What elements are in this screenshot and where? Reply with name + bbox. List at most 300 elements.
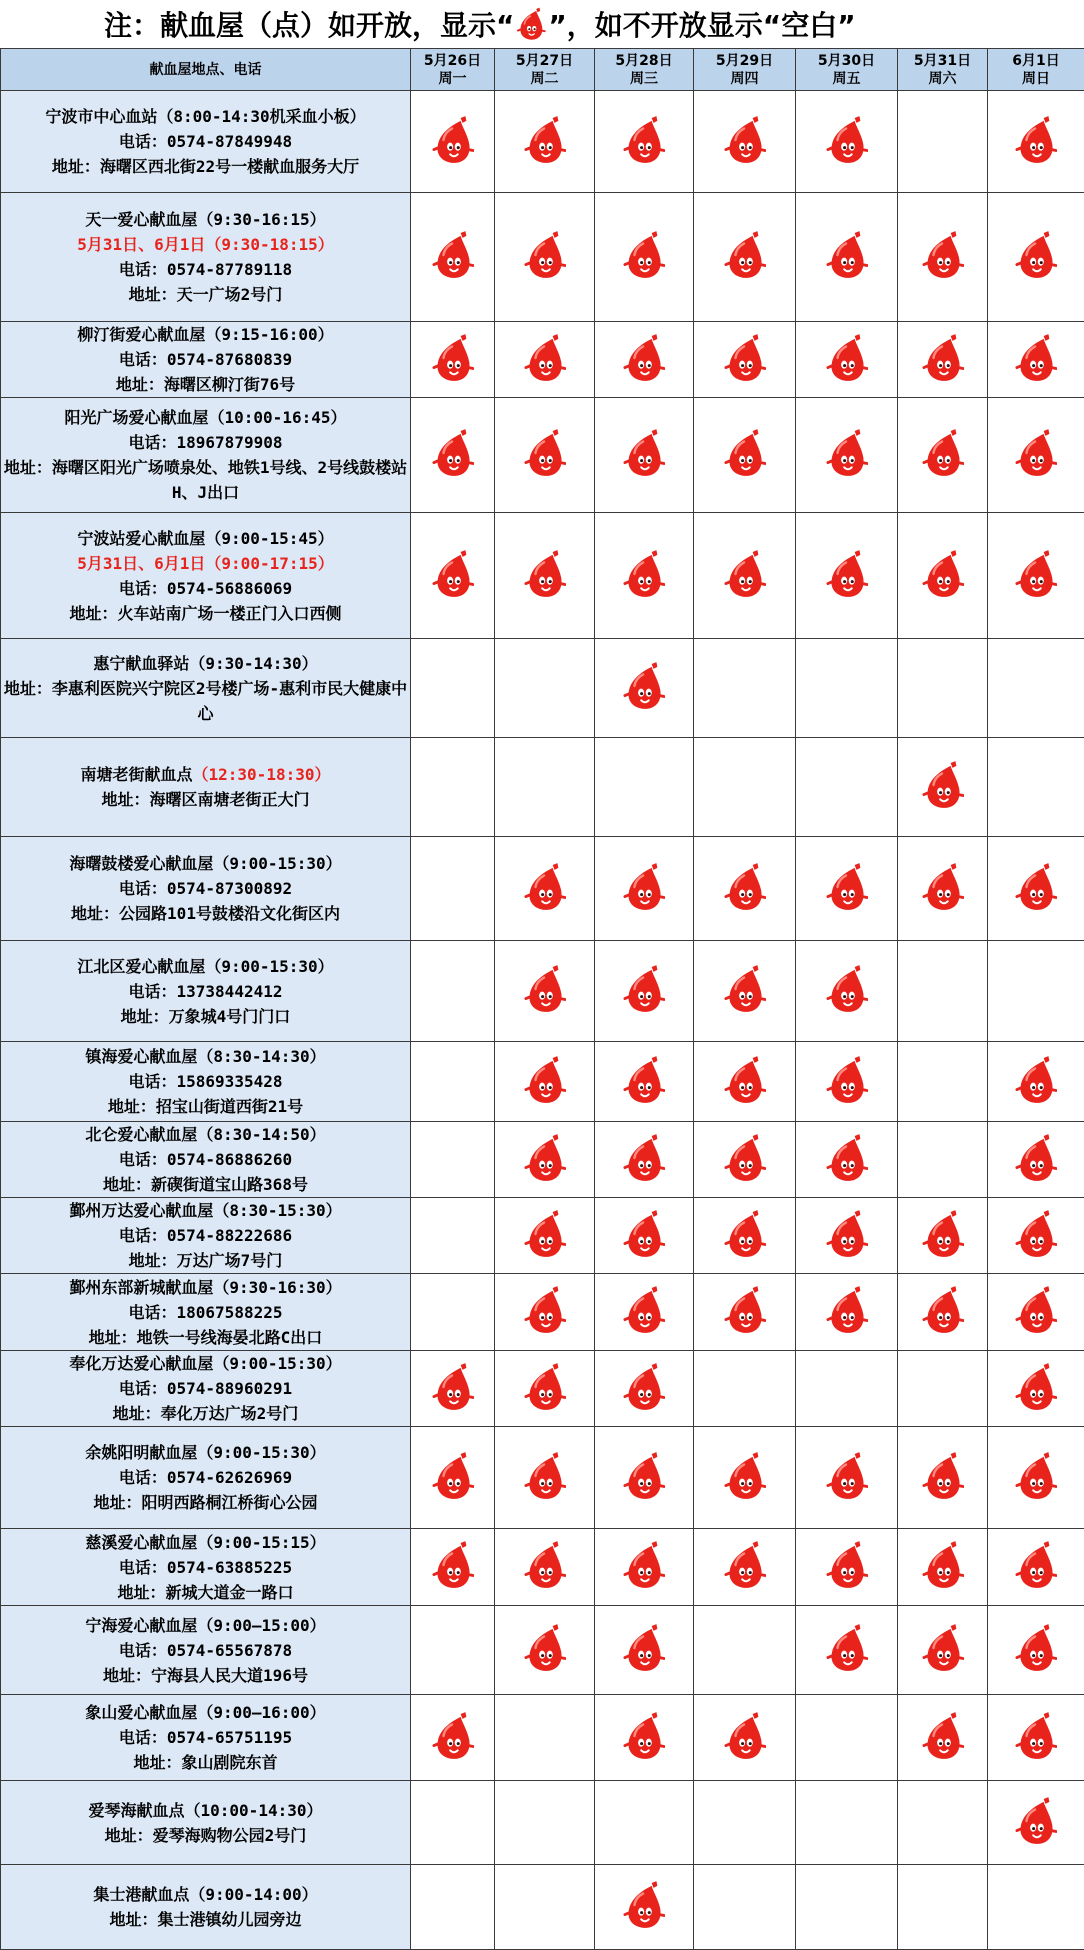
day-cell-closed — [796, 1865, 898, 1950]
site-info-line — [1, 104, 410, 129]
site-info-cell — [1, 1198, 411, 1274]
site-info-line — [1, 1325, 410, 1350]
blood-drop-mascot-icon — [432, 115, 474, 165]
site-info-text: 余姚阳明献血屋（9:00-15:30） — [85, 1443, 325, 1462]
blood-drop-mascot-icon — [922, 1540, 964, 1590]
blood-drop-mascot-icon — [623, 230, 665, 280]
blood-drop-mascot-icon — [524, 1055, 566, 1105]
table-row — [1, 1606, 1084, 1695]
day-cell-closed — [988, 1865, 1084, 1950]
day-cell-closed — [988, 639, 1084, 738]
blood-drop-mascot-icon — [922, 862, 964, 912]
blood-drop-mascot-icon — [1015, 1451, 1057, 1501]
site-info-cell — [1, 738, 411, 837]
day-date: 5月28日 — [615, 53, 672, 69]
table-row — [1, 1781, 1084, 1865]
day-cell-open — [595, 513, 694, 639]
day-cell-open — [495, 193, 595, 322]
day-cell-open — [898, 1274, 988, 1351]
day-cell-open — [796, 1122, 898, 1198]
site-info-cell — [1, 1695, 411, 1781]
blood-drop-mascot-icon — [623, 1451, 665, 1501]
site-info-text: 天一爱心献血屋（9:30-16:15） — [85, 210, 325, 229]
blood-drop-mascot-icon — [724, 549, 766, 599]
blood-drop-mascot-icon — [623, 661, 665, 711]
day-cell-open — [694, 398, 796, 513]
day-cell-open — [988, 1781, 1084, 1865]
day-cell-closed — [988, 738, 1084, 837]
blood-drop-mascot-icon — [826, 964, 868, 1014]
day-cell-closed — [495, 1695, 595, 1781]
site-info-text: 柳汀街爱心献血屋（9:15-16:00） — [77, 325, 333, 344]
day-cell-closed — [898, 1351, 988, 1427]
site-info-line — [1, 1223, 410, 1248]
site-info-text: 5月31日、6月1日（9:00-17:15） — [77, 554, 334, 573]
blood-drop-mascot-icon — [432, 549, 474, 599]
blood-drop-mascot-icon — [432, 1711, 474, 1761]
site-info-line — [1, 1440, 410, 1465]
table-row — [1, 193, 1084, 322]
site-column-header: 献血屋地点、电话 — [1, 49, 411, 91]
day-cell-open — [988, 1606, 1084, 1695]
site-info-line — [1, 576, 410, 601]
blood-drop-mascot-icon — [432, 1451, 474, 1501]
site-info-text: 电话：15869335428 — [129, 1072, 283, 1091]
day-cell-closed — [411, 738, 495, 837]
site-info-line — [1, 601, 410, 626]
day-cell-open — [988, 837, 1084, 941]
day-cell-open — [796, 1606, 898, 1695]
table-row — [1, 738, 1084, 837]
site-info-line — [1, 1798, 410, 1823]
day-weekday: 周六 — [929, 71, 957, 87]
day-cell-open — [595, 1695, 694, 1781]
day-cell-open — [796, 513, 898, 639]
day-header — [595, 49, 694, 91]
day-cell-closed — [796, 1351, 898, 1427]
blood-drop-mascot-icon — [623, 964, 665, 1014]
day-cell-open — [495, 941, 595, 1042]
site-info-cell — [1, 1122, 411, 1198]
blood-drop-mascot-icon — [724, 1285, 766, 1335]
blood-drop-mascot-icon — [826, 1451, 868, 1501]
site-info-line — [1, 1638, 410, 1663]
site-info-text: 宁海爱心献血屋（9:00—15:00） — [85, 1616, 325, 1635]
blood-drop-mascot-icon — [922, 1451, 964, 1501]
day-cell-open — [694, 1122, 796, 1198]
blood-drop-mascot-icon — [524, 1285, 566, 1335]
day-cell-closed — [694, 1865, 796, 1950]
site-info-line — [1, 1401, 410, 1426]
blood-drop-mascot-icon — [826, 1133, 868, 1183]
day-cell-open — [495, 1042, 595, 1122]
blood-drop-mascot-icon — [432, 333, 474, 383]
table-row — [1, 1695, 1084, 1781]
site-info-text: 鄞州东部新城献血屋（9:30-16:30） — [69, 1278, 341, 1297]
day-cell-open — [988, 398, 1084, 513]
day-date: 5月27日 — [516, 53, 573, 69]
day-header — [495, 49, 595, 91]
table-row — [1, 1042, 1084, 1122]
day-cell-open — [595, 1122, 694, 1198]
blood-drop-mascot-icon — [724, 1540, 766, 1590]
site-info-line — [1, 1004, 410, 1029]
blood-drop-mascot-icon — [826, 549, 868, 599]
blood-drop-mascot-icon — [922, 230, 964, 280]
site-info-cell — [1, 639, 411, 738]
table-row — [1, 1529, 1084, 1606]
blood-drop-mascot-icon — [524, 964, 566, 1014]
site-info-line — [1, 129, 410, 154]
day-cell-open — [898, 1529, 988, 1606]
day-cell-closed — [495, 639, 595, 738]
day-date: 5月29日 — [716, 53, 773, 69]
blood-drop-mascot-icon — [922, 1711, 964, 1761]
site-info-text: 电话：0574-87789118 — [119, 260, 292, 279]
table-row — [1, 639, 1084, 738]
blood-drop-mascot-icon — [432, 1540, 474, 1590]
site-info-text: 地址：天一广场2号门 — [129, 285, 283, 304]
day-cell-open — [595, 1042, 694, 1122]
blood-drop-mascot-icon — [724, 1133, 766, 1183]
site-info-line — [1, 762, 410, 787]
site-info-text: 地址：万象城4号门门口 — [121, 1007, 291, 1026]
blood-drop-mascot-icon — [623, 115, 665, 165]
day-date: 5月26日 — [424, 53, 481, 69]
site-info-line — [1, 787, 410, 812]
site-info-cell — [1, 1427, 411, 1529]
day-cell-closed — [796, 1695, 898, 1781]
legend-notice — [0, 0, 1084, 48]
site-info-line — [1, 1198, 410, 1223]
day-cell-open — [411, 1529, 495, 1606]
site-info-text: 电话：0574-88960291 — [119, 1379, 292, 1398]
blood-drop-mascot-icon — [1015, 549, 1057, 599]
blood-drop-mascot-icon — [524, 1209, 566, 1259]
day-cell-open — [796, 1529, 898, 1606]
site-info-cell — [1, 398, 411, 513]
day-cell-closed — [796, 1781, 898, 1865]
day-cell-open — [694, 1695, 796, 1781]
day-weekday: 周二 — [531, 71, 559, 87]
day-cell-open — [411, 398, 495, 513]
site-info-text: 集士港献血点（9:00-14:00） — [93, 1885, 317, 1904]
blood-drop-mascot-icon — [724, 333, 766, 383]
blood-drop-mascot-icon — [724, 428, 766, 478]
day-cell-open — [595, 193, 694, 322]
day-cell-open — [495, 1351, 595, 1427]
day-cell-closed — [898, 1122, 988, 1198]
day-cell-open — [898, 1198, 988, 1274]
day-cell-open — [694, 513, 796, 639]
site-info-text: 阳光广场爱心献血屋（10:00-16:45） — [65, 408, 347, 427]
table-row — [1, 1274, 1084, 1351]
day-cell-open — [898, 322, 988, 398]
day-cell-closed — [988, 941, 1084, 1042]
site-info-text: 地址：李惠利医院兴宁院区2号楼广场-惠利市民大健康中心 — [4, 679, 407, 723]
day-cell-closed — [595, 738, 694, 837]
site-info-text: 电话：0574-87680839 — [119, 350, 292, 369]
site-info-line — [1, 1530, 410, 1555]
blood-drop-mascot-icon — [1015, 1055, 1057, 1105]
site-info-line — [1, 232, 410, 257]
site-info-text: 地址：火车站南广场一楼正门入口西侧 — [69, 604, 341, 623]
day-cell-open — [988, 1198, 1084, 1274]
day-cell-closed — [694, 639, 796, 738]
day-cell-open — [411, 1351, 495, 1427]
site-info-cell — [1, 1781, 411, 1865]
blood-drop-mascot-icon — [724, 862, 766, 912]
day-cell-open — [595, 1198, 694, 1274]
site-info-text: 电话：0574-62626969 — [119, 1468, 292, 1487]
site-info-text: 电话：18967879908 — [129, 433, 283, 452]
day-cell-open — [898, 1695, 988, 1781]
site-info-cell — [1, 837, 411, 941]
blood-drop-mascot-icon — [524, 428, 566, 478]
blood-drop-mascot-icon — [826, 333, 868, 383]
site-info-line — [1, 651, 410, 676]
site-info-cell — [1, 193, 411, 322]
blood-drop-mascot-icon — [724, 964, 766, 1014]
site-info-line — [1, 430, 410, 455]
day-cell-open — [595, 837, 694, 941]
day-cell-closed — [796, 639, 898, 738]
table-row — [1, 91, 1084, 193]
day-cell-open — [595, 1427, 694, 1529]
day-cell-open — [796, 398, 898, 513]
day-cell-open — [898, 738, 988, 837]
site-info-text: 爱琴海献血点（10:00-14:30） — [89, 1801, 323, 1820]
day-cell-open — [495, 1427, 595, 1529]
site-info-line — [1, 1465, 410, 1490]
site-info-cell — [1, 513, 411, 639]
blood-drop-mascot-icon — [1015, 230, 1057, 280]
site-info-text: 江北区爱心献血屋（9:00-15:30） — [77, 957, 333, 976]
table-row — [1, 1122, 1084, 1198]
day-cell-open — [595, 639, 694, 738]
day-cell-closed — [595, 1781, 694, 1865]
blood-drop-mascot-icon — [1015, 1623, 1057, 1673]
site-info-text: 电话：0574-65567878 — [119, 1641, 292, 1660]
table-row — [1, 1865, 1084, 1950]
site-info-text: 电话：13738442412 — [129, 982, 283, 1001]
site-info-text: 地址：万达广场7号门 — [129, 1251, 283, 1270]
site-info-text: 地址：奉化万达广场2号门 — [113, 1404, 299, 1423]
site-info-text: 南塘老街献血点 — [81, 765, 193, 784]
site-info-text: 地址：宁海县人民大道196号 — [103, 1666, 308, 1685]
blood-drop-mascot-icon — [1015, 1133, 1057, 1183]
blood-drop-mascot-icon — [1015, 1362, 1057, 1412]
site-info-text: 电话：0574-56886069 — [119, 579, 292, 598]
legend-text-prefix: 注：献血屋（点）如开放，显示“ — [104, 4, 514, 44]
day-weekday: 周日 — [1022, 71, 1050, 87]
blood-drop-mascot-icon — [922, 760, 964, 810]
day-cell-closed — [898, 1865, 988, 1950]
day-cell-open — [495, 1122, 595, 1198]
blood-drop-mascot-icon — [922, 1285, 964, 1335]
day-cell-closed — [495, 738, 595, 837]
site-info-text: 惠宁献血驿站（9:30-14:30） — [93, 654, 317, 673]
site-info-text: 地址：新碶街道宝山路368号 — [103, 1175, 308, 1194]
site-info-line — [1, 1300, 410, 1325]
day-cell-closed — [694, 738, 796, 837]
day-cell-open — [796, 91, 898, 193]
day-cell-open — [796, 1042, 898, 1122]
day-cell-open — [694, 322, 796, 398]
blood-drop-mascot-icon — [524, 1451, 566, 1501]
day-cell-closed — [898, 1042, 988, 1122]
site-info-text: 鄞州万达爱心献血屋（8:30-15:30） — [69, 1201, 341, 1220]
blood-drop-mascot-icon — [1015, 333, 1057, 383]
blood-drop-mascot-icon — [724, 1451, 766, 1501]
site-info-line — [1, 526, 410, 551]
site-info-text: 地址：海曙区阳光广场喷泉处、地铁1号线、2号线鼓楼站H、J出口 — [4, 458, 407, 502]
day-cell-closed — [694, 1606, 796, 1695]
day-cell-closed — [411, 639, 495, 738]
blood-drop-mascot-icon — [1015, 862, 1057, 912]
blood-drop-mascot-icon — [922, 1209, 964, 1259]
table-header-row — [1, 49, 1084, 91]
site-info-text: 电话：0574-87300892 — [119, 879, 292, 898]
blood-drop-mascot-icon — [922, 1623, 964, 1673]
blood-drop-mascot-icon — [724, 115, 766, 165]
blood-drop-mascot-icon — [724, 1055, 766, 1105]
day-cell-open — [988, 1122, 1084, 1198]
site-info-line — [1, 901, 410, 926]
day-cell-open — [411, 193, 495, 322]
site-info-text: 5月31日、6月1日（9:30-18:15） — [77, 235, 334, 254]
site-info-line — [1, 347, 410, 372]
day-cell-open — [796, 837, 898, 941]
blood-drop-mascot-icon — [724, 230, 766, 280]
site-info-line — [1, 851, 410, 876]
day-cell-open — [495, 322, 595, 398]
day-cell-closed — [898, 639, 988, 738]
day-cell-open — [495, 91, 595, 193]
day-cell-open — [988, 193, 1084, 322]
day-cell-open — [796, 941, 898, 1042]
day-header — [694, 49, 796, 91]
day-cell-open — [988, 91, 1084, 193]
day-cell-open — [988, 1351, 1084, 1427]
site-info-text: 地址：海曙区柳汀街76号 — [116, 375, 295, 394]
day-cell-open — [796, 1274, 898, 1351]
day-cell-open — [495, 513, 595, 639]
day-cell-open — [898, 398, 988, 513]
day-date: 5月31日 — [914, 53, 971, 69]
blood-drop-mascot-icon — [1015, 1711, 1057, 1761]
site-info-line — [1, 1907, 410, 1932]
site-info-text: 电话：18067588225 — [129, 1303, 283, 1322]
blood-drop-mascot-icon — [1015, 1285, 1057, 1335]
day-cell-open — [495, 1274, 595, 1351]
day-weekday: 周五 — [833, 71, 861, 87]
site-info-line — [1, 876, 410, 901]
day-cell-open — [495, 1529, 595, 1606]
day-cell-closed — [898, 91, 988, 193]
table-row — [1, 1351, 1084, 1427]
blood-drop-mascot-icon — [623, 1055, 665, 1105]
site-info-text: 电话：0574-88222686 — [119, 1226, 292, 1245]
site-info-line — [1, 1094, 410, 1119]
blood-drop-mascot-icon — [623, 1540, 665, 1590]
site-info-line — [1, 257, 410, 282]
site-info-line — [1, 1663, 410, 1688]
site-info-line — [1, 1172, 410, 1197]
day-cell-open — [411, 1695, 495, 1781]
day-cell-open — [694, 91, 796, 193]
day-cell-open — [988, 1529, 1084, 1606]
site-info-line — [1, 551, 410, 576]
site-info-line — [1, 154, 410, 179]
day-cell-closed — [411, 1042, 495, 1122]
day-cell-closed — [411, 1606, 495, 1695]
blood-drop-mascot-icon — [623, 549, 665, 599]
day-cell-open — [411, 322, 495, 398]
site-info-line — [1, 372, 410, 397]
day-header — [988, 49, 1084, 91]
day-cell-open — [495, 398, 595, 513]
site-info-line — [1, 1823, 410, 1848]
day-cell-open — [595, 398, 694, 513]
table-row — [1, 837, 1084, 941]
blood-drop-mascot-icon — [826, 862, 868, 912]
day-cell-closed — [411, 1274, 495, 1351]
site-info-text: 电话：0574-86886260 — [119, 1150, 292, 1169]
blood-drop-mascot-icon — [524, 230, 566, 280]
day-cell-open — [988, 1427, 1084, 1529]
legend-text-suffix: ”，如不开放显示“空白” — [548, 4, 855, 44]
day-cell-open — [694, 941, 796, 1042]
day-cell-open — [898, 1427, 988, 1529]
site-info-text: 宁波市中心血站（8:00-14:30机采血小板） — [45, 107, 365, 126]
site-info-line — [1, 676, 410, 726]
site-info-text: 北仑爱心献血屋（8:30-14:50） — [85, 1125, 325, 1144]
day-weekday: 周一 — [439, 71, 467, 87]
site-info-cell — [1, 1274, 411, 1351]
day-cell-open — [595, 1351, 694, 1427]
site-info-text: 镇海爱心献血屋（8:30-14:30） — [85, 1047, 325, 1066]
blood-drop-mascot-icon — [724, 1209, 766, 1259]
blood-drop-mascot-icon — [524, 333, 566, 383]
site-info-line — [1, 1275, 410, 1300]
day-cell-open — [988, 1695, 1084, 1781]
site-info-text: 地址：新城大道金一路口 — [117, 1583, 293, 1602]
blood-drop-mascot-icon — [524, 549, 566, 599]
site-info-cell — [1, 91, 411, 193]
day-date: 6月1日 — [1012, 53, 1059, 69]
day-cell-closed — [495, 1865, 595, 1950]
blood-drop-mascot-icon — [432, 230, 474, 280]
day-cell-open — [898, 193, 988, 322]
site-info-cell — [1, 322, 411, 398]
site-info-line — [1, 207, 410, 232]
day-cell-closed — [898, 1781, 988, 1865]
site-info-line — [1, 1069, 410, 1094]
site-info-line — [1, 1376, 410, 1401]
blood-donation-schedule-table — [0, 48, 1084, 1950]
blood-drop-mascot-icon — [623, 1623, 665, 1673]
site-info-text: 宁波站爱心献血屋（9:00-15:45） — [77, 529, 333, 548]
table-row — [1, 1198, 1084, 1274]
day-cell-open — [495, 837, 595, 941]
site-info-line — [1, 1725, 410, 1750]
blood-drop-mascot-icon — [432, 1362, 474, 1412]
blood-drop-mascot-icon — [623, 333, 665, 383]
blood-drop-mascot-icon — [623, 428, 665, 478]
day-cell-open — [595, 941, 694, 1042]
blood-drop-mascot-icon — [623, 1285, 665, 1335]
